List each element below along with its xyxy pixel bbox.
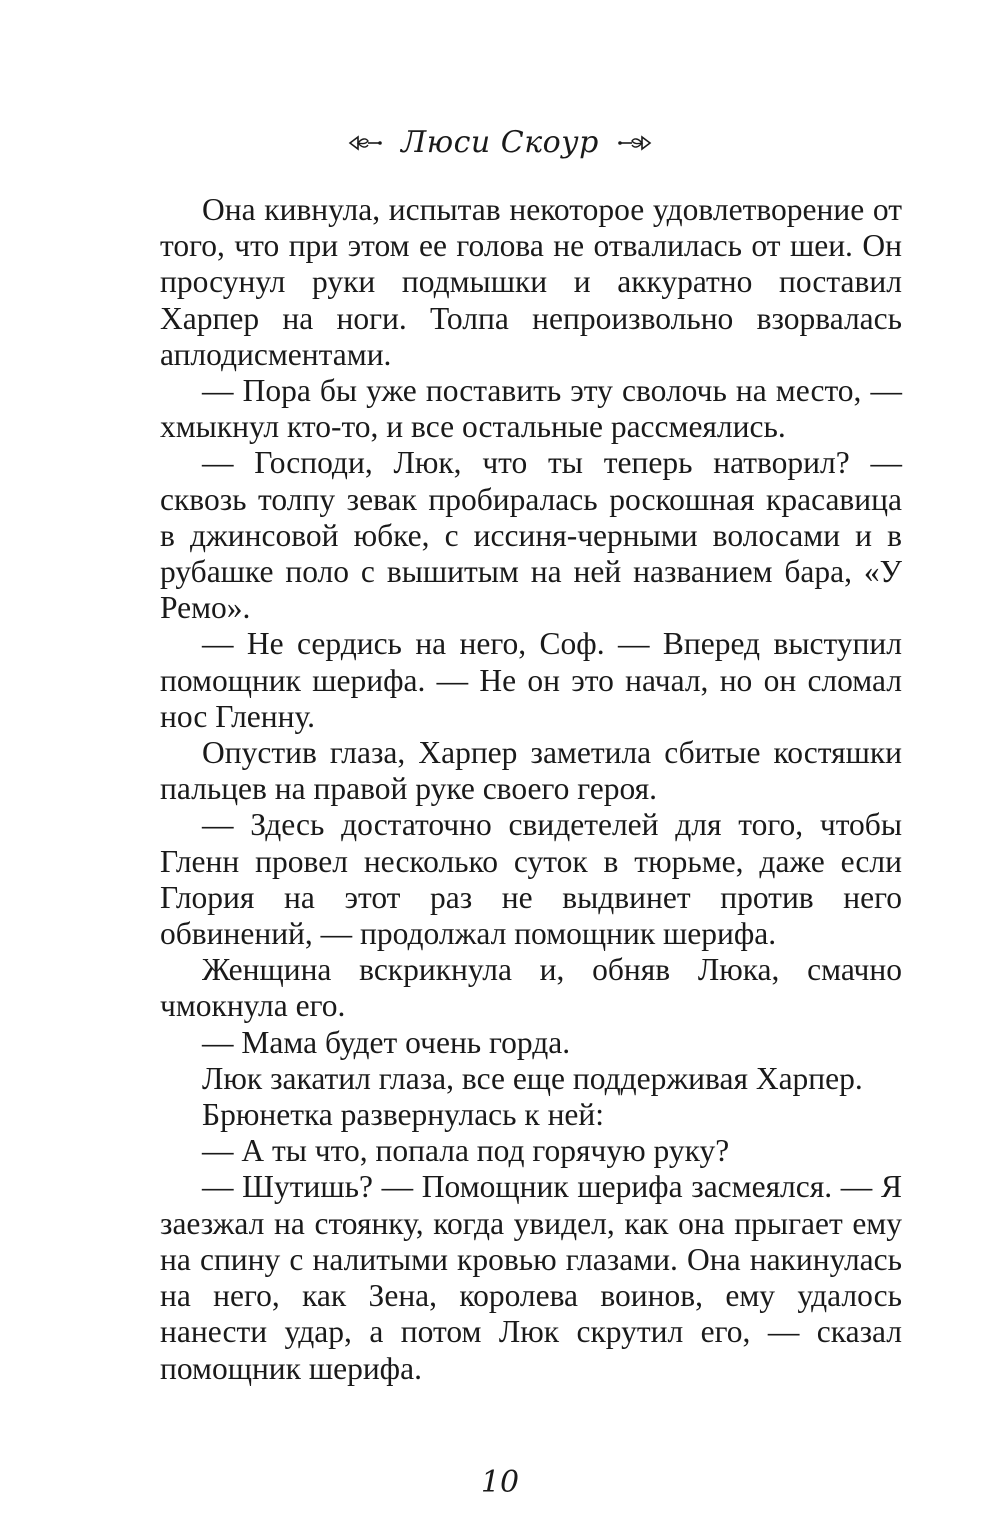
paragraph: — Здесь достаточно свидетелей для того, чтобы Гленн провел несколько суток в тюрьме, даже если Глория на этот раз не выдвинет против него обвинений, — продолжал помощник шерифа. [160, 807, 902, 952]
leaf-flourish-icon [618, 135, 652, 151]
paragraph: — Не сердись на него, Соф. — Вперед выступил помощник шерифа. — Не он это начал, но он сломал нос Гленну. [160, 626, 902, 734]
paragraph: — А ты что, попала под горячую руку? [202, 1133, 730, 1169]
paragraph: Опустив глаза, Харпер заметила сбитые костяшки пальцев на правой руке своего героя. [160, 735, 902, 807]
body-text [160, 192, 902, 1387]
page-number: 10 [480, 1465, 520, 1500]
paragraph: Брюнетка развернулась к ней: [202, 1097, 605, 1133]
paragraph: Люк закатил глаза, все еще поддерживая Харпер. [202, 1060, 863, 1096]
leaf-flourish-icon [348, 135, 382, 151]
paragraph: Женщина вскрикнула и, обняв Люка, смачно чмокнула его. [160, 952, 902, 1024]
paragraph: Она кивнула, испытав некоторое удовлетворение от того, что при этом ее голова не отвалилась от шеи. Он просунул руки подмышки и аккуратно поставил Харпер на ноги. Толпа непроизвольно взорвалась аплодисментами. [160, 192, 902, 372]
book-author: Люси Скоур [401, 125, 599, 160]
running-header [0, 122, 1000, 163]
paragraph: — Господи, Люк, что ты теперь натворил? — сквозь толпу зевак пробиралась роскошная красавица в джинсовой юбке, с иссиня-черными волосами и в рубашке поло с вышитым на ней названием бара, «У Ремо». [160, 445, 902, 626]
paragraph: — Мама будет очень горда. [202, 1024, 571, 1060]
paragraph: — Пора бы уже поставить эту сволочь на место, — хмыкнул кто-то, и все остальные рассмеялись. [160, 373, 902, 445]
paragraph: — Шутишь? — Помощник шерифа засмеялся. — Я заезжал на стоянку, когда увидел, как она прыгает ему на спину с налитыми кровью глазами. Она накинулась на него, как Зена, королева воинов, ему удалось нанести удар, а потом Люк скрутил его, — сказал помощник шерифа. [160, 1169, 902, 1386]
